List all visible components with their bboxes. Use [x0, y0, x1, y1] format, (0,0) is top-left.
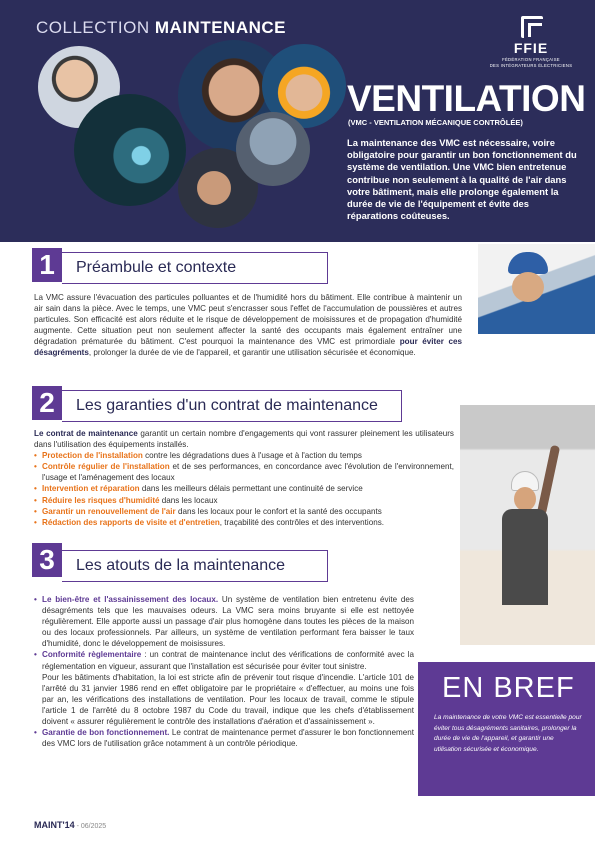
logo-mark-inner-icon — [528, 23, 542, 37]
item-text: dans les meilleurs délais permettant une continuité de service — [139, 484, 363, 494]
page-title: VENTILATION — [347, 78, 586, 119]
assets-list-continued — [34, 727, 414, 749]
arm-shape — [537, 445, 560, 515]
intro-text: La maintenance des VMC est nécessaire, voire obligatoire pour garantir un bon fonctionnement du système de ventilation. Une VMC bien entretenue contribue non seulement à la qualité de l'air dans votre bâtiment, mais elle prolonge également la durée de vie de l'équipement et évite des réparations coûteuses. — [347, 137, 577, 222]
item-text: dans les locaux pour le confort et la santé des occupants — [175, 506, 382, 516]
item-bold: Protection de l'installation — [42, 451, 143, 461]
photo-technician-ceiling — [460, 405, 595, 645]
en-bref-box — [418, 662, 595, 796]
item-text: contre les dégradations dues à l'usage et à l'action du temps — [142, 451, 362, 461]
section-1-title: Préambule et contexte — [62, 252, 328, 284]
page-subtitle: (VMC - VENTILATION MÉCANIQUE CONTRÔLÉE) — [348, 118, 523, 127]
list-item — [34, 461, 454, 483]
regulation-paragraph: Pour les bâtiments d'habitation, la loi est stricte afin de prévenir tout risque d'incendie. L'article 101 de l'arrêté du 31 janvier 1986 rend en effet obligatoire par le propriétaire « d'effectuer, au moins une fois par an, les vérifications des installations de ventilation. Pour les locaux de travail, comme le stipule l'article 1 de l'arrêté du 8 octobre 1987 du Code du travail, indique que les chefs d'établissement doivent « assurer régulièrement le contrôle des installations d'aération et d'assainissement ». — [42, 672, 414, 727]
item-bold: Garantie de bon fonctionnement. — [42, 728, 170, 738]
section-2-title: Les garanties d'un contrat de maintenance — [62, 390, 402, 422]
item-bold: Intervention et réparation — [42, 484, 140, 494]
photo-circuit-board — [74, 94, 186, 206]
logo-abbr: FFIE — [513, 40, 549, 56]
body-shape — [502, 509, 548, 605]
item-text: et de ses performances, en concordance avec l'évolution de l'environnement, l'usage et l'aménagement des locaux — [42, 462, 455, 483]
footer-date: - 06/2025 — [74, 823, 107, 830]
section-1-number: 1 — [32, 248, 62, 282]
en-bref-title: EN BREF — [442, 672, 575, 704]
item-bold: Conformité règlementaire — [42, 650, 142, 660]
hero-banner — [0, 0, 595, 242]
section-1-text: La VMC assure l'évacuation des particules polluantes et de l'humidité hors du bâtiment. Elle contribue à maintenir un air sain dans la pièce. Avec le temps, une VMC peut s'encrasser sous l'effet de l'accumulation de poussières et autres particules. Son efficacité est alors réduite et le risque de développement de moisissures et de propagation d'humidité augmente. Cette situation peut non seulement affecter la santé des occupants mais également entraîner une dégradation prématurée du bâtiment. C'est pourquoi la maintenance des VMC est primordiale — [34, 293, 462, 347]
guarantees-list — [34, 450, 454, 528]
collection-prefix: COLLECTION — [36, 18, 150, 37]
section-2-lead — [34, 428, 454, 450]
item-bold: Réduire les risques d'humidité — [42, 495, 160, 505]
section-1-text-end: , prolonger la durée de vie de l'appareil, et garantir une utilisation sécurisée et économique. — [88, 348, 416, 358]
logo-line1: FÉDÉRATION FRANÇAISE — [502, 57, 560, 62]
list-item — [34, 483, 454, 494]
list-item — [34, 506, 454, 517]
section-1-emphasis: pour éviter ces désagréments — [34, 337, 462, 358]
item-text: , traçabilité des contrôles et des interventions. — [219, 517, 385, 527]
section-3-number: 3 — [32, 543, 62, 577]
cap-shape — [508, 252, 548, 274]
footer-code: MAINT'14 — [34, 820, 75, 830]
item-bold: Garantir un renouvellement de l'air — [42, 506, 176, 516]
item-bold: Rédaction des rapports de visite et d'entretien — [42, 517, 220, 527]
en-bref-text: La maintenance de votre VMC est essentielle pour éviter tous désagréments sanitaires, prolonger la durée de vie de l'appareil, et garantir une utilisation sécurisée et économique. — [434, 714, 582, 753]
item-text: : un contrat de maintenance inclut des vérifications de conformité avec la réglementation en vigueur, assurant que l'installation est sécurisée pour éviter tout sinistre. — [42, 650, 414, 671]
item-bold: Contrôle régulier de l'installation — [42, 462, 170, 472]
section-3-title: Les atouts de la maintenance — [62, 550, 328, 582]
item-text: Le contrat de maintenance permet d'assurer le bon fonctionnement des VMC lors de l'utilisation grâce notamment à un contrôle périodique. — [42, 728, 414, 749]
list-item — [34, 495, 454, 506]
list-item — [34, 517, 454, 528]
item-text: Un système de ventilation bien entretenu évite des désagréments tels que les mauvaises odeurs. La VMC sera moins bruyante si elle est nettoyée régulièrement. Elle apporte aussi un passage d'air plus homogène dans toutes les pièces de la maison ou des locaux professionnels. Par ailleurs, un système de ventilation performant fera baisser le taux d'humidité, donc le développement de moisissures. — [42, 595, 414, 649]
ffie-logo — [483, 16, 579, 70]
list-item — [34, 727, 414, 749]
list-item — [34, 594, 414, 649]
face-shape — [512, 272, 544, 302]
item-bold: Le bien-être et l'assainissement des locaux. — [42, 595, 219, 604]
section-2-body — [34, 428, 454, 528]
section-2-number: 2 — [32, 386, 62, 420]
collection-name: MAINTENANCE — [154, 18, 286, 37]
photo-technician-cap — [478, 244, 595, 334]
photo-equipment — [236, 112, 310, 186]
list-item — [34, 450, 454, 461]
assets-list — [34, 594, 414, 672]
collection-label — [36, 18, 286, 38]
section-3-body — [34, 594, 414, 749]
logo-line2: DES INTÉGRATEURS ÉLECTRICIENS — [489, 63, 573, 68]
item-text: dans les locaux — [159, 495, 218, 505]
footer — [34, 820, 106, 830]
section-1-body — [34, 292, 462, 359]
section-2-lead-text: garantit un certain nombre d'engagements qui vont rassurer pleinement les utilisateurs dans l'utilisation des équipements installés. — [34, 429, 454, 450]
face-shape — [514, 487, 536, 511]
list-item — [34, 649, 414, 671]
section-2-lead-bold: Le contrat de maintenance — [34, 429, 138, 438]
